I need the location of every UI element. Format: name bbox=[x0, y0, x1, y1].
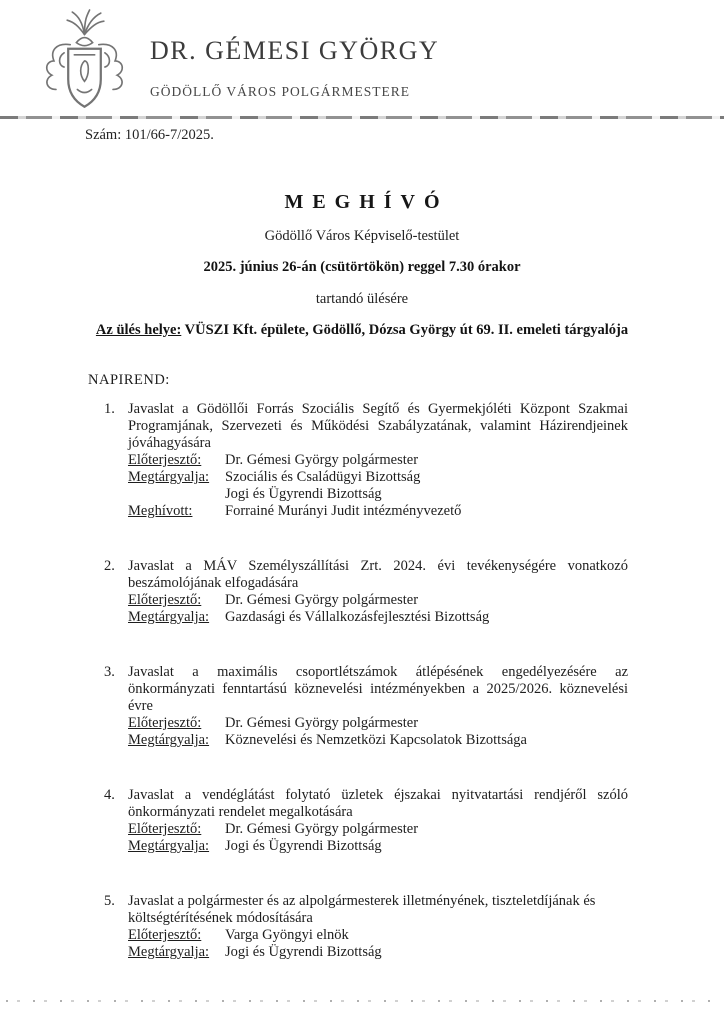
row-label: Megtárgyalja: bbox=[128, 944, 210, 960]
item-title: Javaslat a maximális csoportlétszámok átlépésének engedélyezésére az önkormányzati fenntartású köznevelési intézményekben a 2025/2026. köznevelési évre bbox=[128, 664, 628, 714]
agenda-item-4 bbox=[104, 787, 628, 855]
row-value: Dr. Gémesi György polgármester bbox=[225, 452, 419, 468]
row-label: Előterjesztő: bbox=[128, 821, 202, 837]
row-value: Dr. Gémesi György polgármester bbox=[225, 821, 419, 837]
row-label: Megtárgyalja: bbox=[128, 469, 210, 485]
item-number: 1. bbox=[104, 401, 115, 417]
row-label: Megtárgyalja: bbox=[128, 838, 210, 854]
document-title: MEGHÍVÓ bbox=[284, 191, 449, 213]
item-title: Javaslat a vendéglátást folytató üzletek éjszakai nyitvatartási rendjéről szóló önkormányzati rendelet megalkotására bbox=[128, 787, 628, 820]
meeting-datetime: 2025. június 26-án (csütörtökön) reggel 7.30 órakor bbox=[203, 259, 521, 275]
row-value: Jogi és Ügyrendi Bizottság bbox=[225, 838, 382, 854]
item-number: 4. bbox=[104, 787, 115, 803]
agenda-heading: NAPIREND: bbox=[88, 372, 170, 388]
row-label: Megtárgyalja: bbox=[128, 609, 210, 625]
agenda-item-3 bbox=[104, 664, 628, 749]
agenda-item-1 bbox=[104, 401, 628, 520]
row-value: Forrainé Murányi Judit intézményvezető bbox=[225, 503, 462, 519]
item-title: Javaslat a polgármester és az alpolgármesterek illetményének, tiszteletdíjának és költségtérítésének módosítására bbox=[128, 893, 596, 926]
row-label bbox=[128, 486, 225, 503]
meeting-location-value: VÜSZI Kft. épülete, Gödöllő, Dózsa György út 69. II. emeleti tárgyalója bbox=[181, 322, 629, 338]
meeting-location bbox=[0, 322, 724, 339]
row-value: Szociális és Családügyi Bizottság bbox=[225, 469, 421, 485]
row-label: Előterjesztő: bbox=[128, 452, 202, 468]
row-value: Jogi és Ügyrendi Bizottság bbox=[225, 944, 382, 960]
row-value: Dr. Gémesi György polgármester bbox=[225, 592, 419, 608]
row-label: Meghívott: bbox=[128, 503, 193, 519]
row-label: Előterjesztő: bbox=[128, 927, 202, 943]
agenda-list bbox=[104, 401, 628, 961]
row-label: Előterjesztő: bbox=[128, 592, 202, 608]
scan-artifact-line bbox=[6, 1000, 718, 1002]
sender-name: DR. GÉMESI GYÖRGY bbox=[150, 36, 440, 65]
item-number: 5. bbox=[104, 893, 115, 909]
row-label: Megtárgyalja: bbox=[128, 732, 210, 748]
row-value: Varga Gyöngyi elnök bbox=[225, 927, 349, 943]
invitation-subtitle: Gödöllő Város Képviselő-testület bbox=[264, 228, 460, 244]
row-value: Köznevelési és Nemzetközi Kapcsolatok Bizottsága bbox=[225, 732, 527, 748]
agenda-item-5 bbox=[104, 893, 628, 961]
meeting-purpose: tartandó ülésére bbox=[315, 291, 409, 307]
item-title: Javaslat a MÁV Személyszállítási Zrt. 2024. évi tevékenységére vonatkozó beszámolójának elfogadására bbox=[128, 558, 628, 591]
row-value: Gazdasági és Vállalkozásfejlesztési Bizottság bbox=[225, 609, 490, 625]
row-value: Dr. Gémesi György polgármester bbox=[225, 715, 419, 731]
meeting-location-label: Az ülés helye: bbox=[95, 322, 182, 338]
reference-number: Szám: 101/66-7/2025. bbox=[85, 127, 214, 143]
item-title: Javaslat a Gödöllői Forrás Szociális Segítő és Gyermekjóléti Központ Szakmai Programjának, Szervezeti és Működési Szabályzatának, valamint Házirendjeinek jóváhagyására bbox=[128, 401, 628, 451]
sender-title: GÖDÖLLŐ VÁROS POLGÁRMESTERE bbox=[150, 84, 411, 99]
header-divider bbox=[0, 116, 724, 119]
row-label: Előterjesztő: bbox=[128, 715, 202, 731]
agenda-item-2 bbox=[104, 558, 628, 626]
row-value: Jogi és Ügyrendi Bizottság bbox=[225, 486, 382, 502]
coat-of-arms-icon bbox=[33, 8, 136, 120]
item-number: 2. bbox=[104, 558, 115, 574]
item-number: 3. bbox=[104, 664, 115, 680]
